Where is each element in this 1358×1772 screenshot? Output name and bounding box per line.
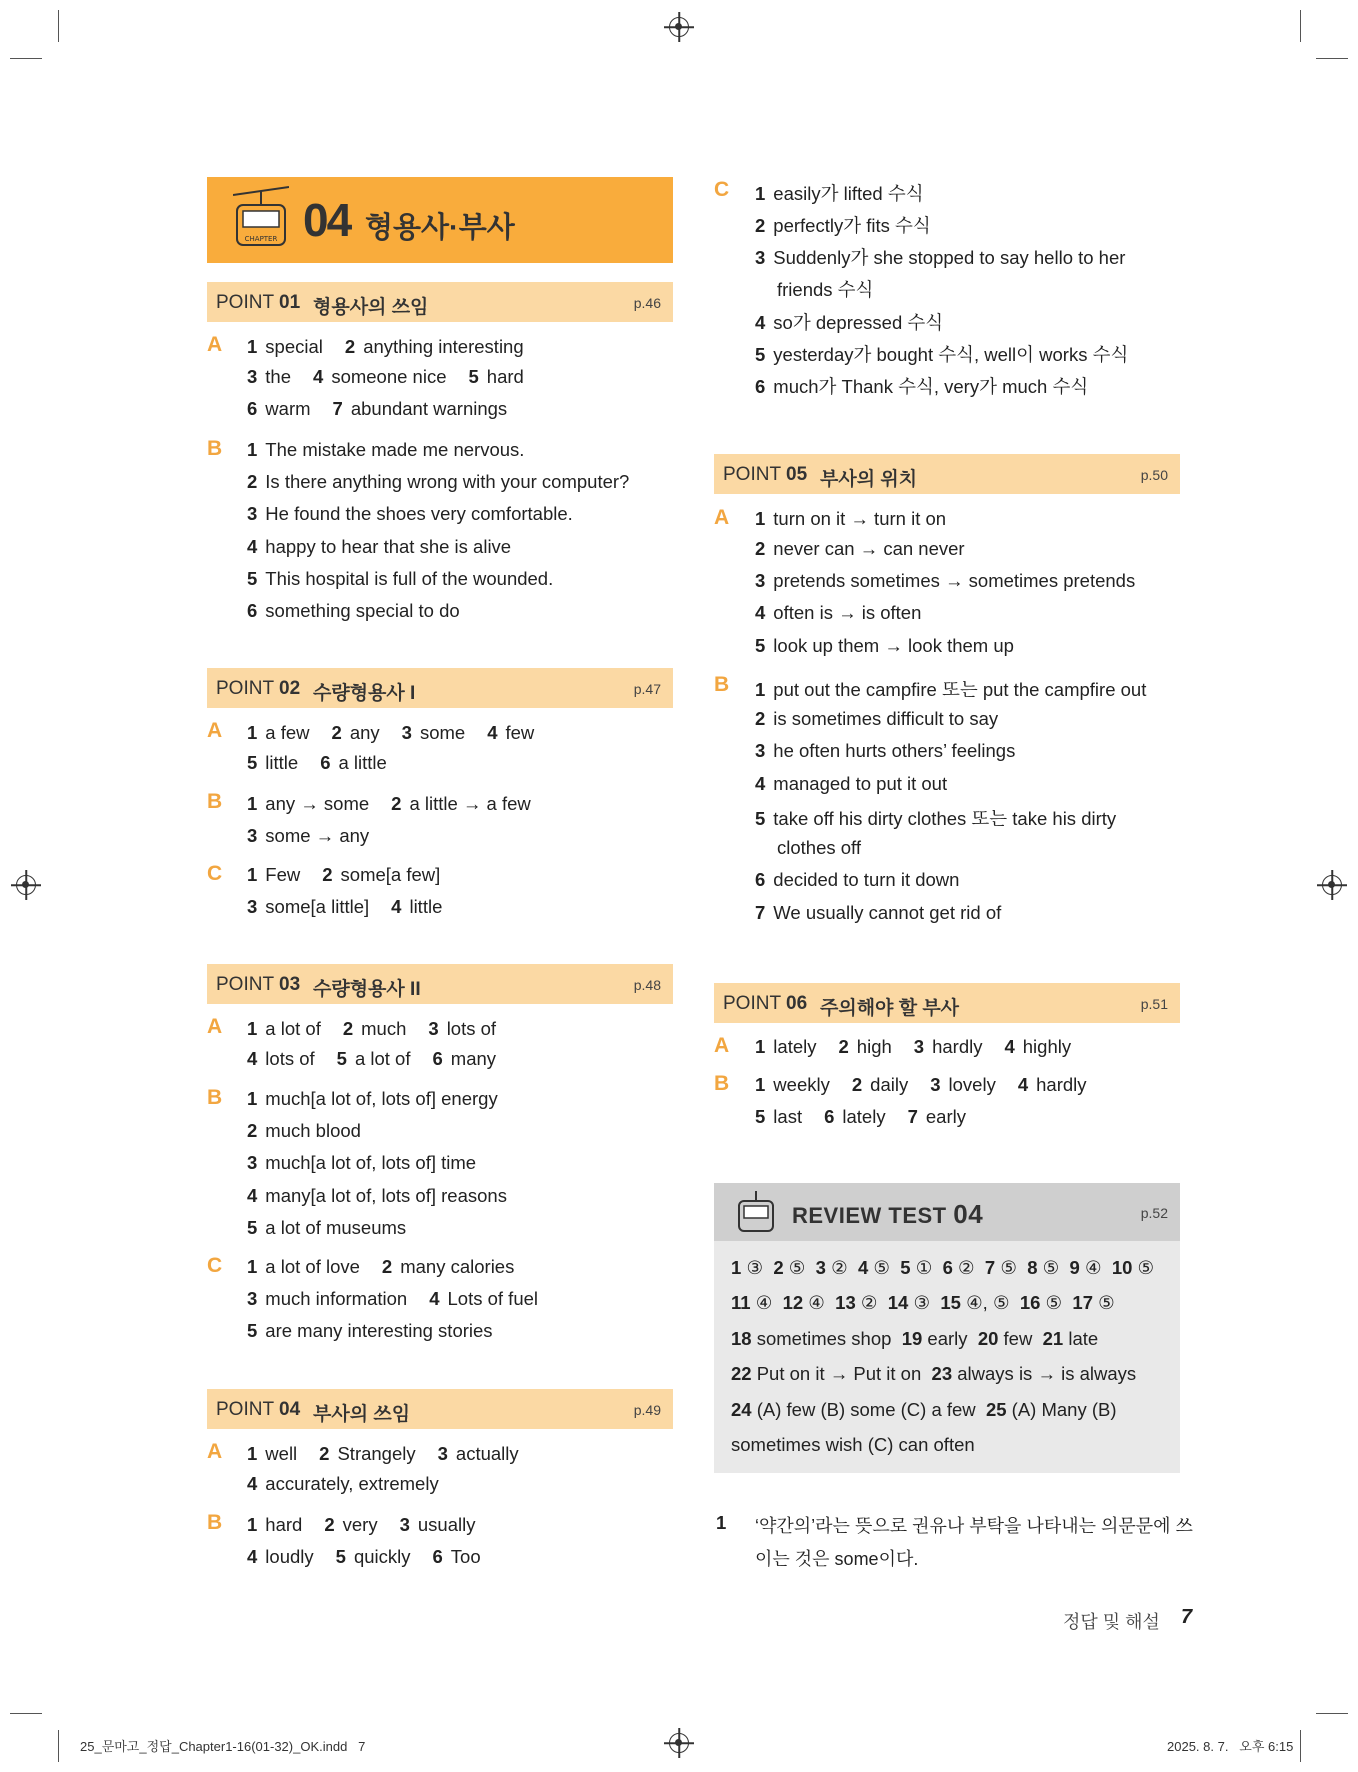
explanation-text: ‘약간의’라는 뜻으로 권유나 부탁을 나타내는 의문문에 쓰 bbox=[755, 1516, 1193, 1536]
answer-line: 3 much[a lot of, lots of] time bbox=[247, 1152, 477, 1173]
point-label: POINT bbox=[723, 993, 781, 1014]
review-answer-line: sometimes wish (C) can often bbox=[731, 1434, 975, 1455]
review-title: REVIEW TEST bbox=[792, 1203, 947, 1228]
answer-line: 1 any → some 2 a little → a few bbox=[247, 793, 531, 814]
answer-line: 5 a lot of museums bbox=[247, 1217, 407, 1238]
answer-line: 1 turn on it → turn it on bbox=[755, 508, 947, 529]
answer-line: 4 loudly 5 quickly 6 Too bbox=[247, 1546, 481, 1567]
answer-line: 6 something special to do bbox=[247, 600, 460, 621]
answer-line: 1 a lot of love 2 many calories bbox=[247, 1256, 515, 1277]
point-title: 부사의 쓰임 bbox=[313, 1404, 411, 1425]
answer-line: 4 many[a lot of, lots of] reasons bbox=[247, 1185, 507, 1206]
point-title: 형용사의 쓰임 bbox=[313, 297, 429, 318]
answer-line: 3 He found the shoes very comfortable. bbox=[247, 503, 573, 524]
section-letter: A bbox=[714, 506, 730, 529]
answer-line: 2 Is there anything wrong with your computer? bbox=[247, 471, 630, 492]
section-letter: A bbox=[207, 719, 223, 742]
answer-line: 5 last 6 lately 7 early bbox=[755, 1106, 966, 1127]
chapter-number: 04 bbox=[303, 194, 351, 246]
page-reference: p.47 bbox=[633, 681, 661, 697]
section-letter: C bbox=[714, 178, 730, 201]
section-letter: A bbox=[207, 1015, 223, 1038]
chapter-title: 형용사·부사 bbox=[365, 212, 515, 244]
page-reference: p.50 bbox=[1140, 467, 1168, 483]
page-reference: p.48 bbox=[633, 977, 661, 993]
point-label: POINT bbox=[216, 1399, 274, 1420]
answer-line: 6 much가 Thank 수식, very가 much 수식 bbox=[755, 376, 1089, 397]
review-answer-line: 24 (A) few (B) some (C) a few 25 (A) Many (B) bbox=[731, 1399, 1117, 1420]
answer-line: 2 perfectly가 fits 수식 bbox=[755, 215, 931, 236]
answer-line: 1 much[a lot of, lots of] energy bbox=[247, 1088, 498, 1109]
crop-mark bbox=[1316, 58, 1348, 59]
answer-line: 1 well 2 Strangely 3 actually bbox=[247, 1443, 519, 1464]
explanation-text: 이는 것은 some이다. bbox=[755, 1549, 919, 1569]
answer-line: clothes off bbox=[777, 837, 861, 858]
point-header bbox=[714, 454, 1180, 494]
review-answer-line: 18 sometimes shop 19 early 20 few 21 late bbox=[731, 1328, 1099, 1349]
answer-line: 4 managed to put it out bbox=[755, 773, 948, 794]
registration-mark-icon bbox=[1322, 875, 1342, 895]
cable-car-icon bbox=[233, 185, 289, 251]
crop-mark bbox=[1300, 1730, 1301, 1762]
point-header bbox=[714, 983, 1180, 1023]
point-number: 03 bbox=[279, 974, 301, 995]
section-letter: A bbox=[207, 333, 223, 356]
point-number: 02 bbox=[279, 678, 301, 699]
review-test-header bbox=[714, 1183, 1180, 1241]
section-letter: B bbox=[714, 673, 730, 696]
answer-line: 4 accurately, extremely bbox=[247, 1473, 439, 1494]
answer-line: 3 much information 4 Lots of fuel bbox=[247, 1288, 539, 1309]
section-letter: A bbox=[207, 1440, 223, 1463]
section-letter: B bbox=[207, 1086, 223, 1109]
chapter-header bbox=[207, 177, 673, 263]
crop-mark bbox=[58, 10, 59, 42]
section-letter: B bbox=[207, 437, 223, 460]
point-header bbox=[207, 1389, 673, 1429]
answer-line: 7 We usually cannot get rid of bbox=[755, 902, 1002, 923]
crop-mark bbox=[10, 58, 42, 59]
section-letter: B bbox=[207, 1511, 223, 1534]
answer-line: 3 the 4 someone nice 5 hard bbox=[247, 366, 524, 387]
point-label: POINT bbox=[723, 464, 781, 485]
answer-line: 5 little 6 a little bbox=[247, 752, 387, 773]
chapter-icon-label: CHAPTER bbox=[244, 235, 278, 243]
point-label: POINT bbox=[216, 678, 274, 699]
section-letter: C bbox=[207, 1254, 223, 1277]
point-number: 05 bbox=[786, 464, 808, 485]
answer-line: 5 are many interesting stories bbox=[247, 1320, 493, 1341]
answer-line: 2 is sometimes difficult to say bbox=[755, 708, 999, 729]
review-test-box bbox=[714, 1183, 1180, 1473]
answer-line: 1 hard 2 very 3 usually bbox=[247, 1514, 476, 1535]
answer-line: 1 a few 2 any 3 some 4 few bbox=[247, 722, 535, 743]
answer-line: 1 a lot of 2 much 3 lots of bbox=[247, 1018, 497, 1039]
slug-filename: 25_문마고_정답_Chapter1-16(01-32)_OK.indd 7 bbox=[80, 1739, 366, 1754]
answer-line: 4 often is → is often bbox=[755, 602, 922, 623]
review-answer-line: 11 ④ 12 ④ 13 ② 14 ③ 15 ④, ⑤ 16 ⑤ 17 ⑤ bbox=[731, 1292, 1115, 1313]
registration-mark-icon bbox=[669, 17, 689, 37]
answer-line: 4 lots of 5 a lot of 6 many bbox=[247, 1048, 497, 1069]
answer-line: 5 look up them → look them up bbox=[755, 635, 1014, 656]
point-title: 주의해야 할 부사 bbox=[820, 998, 960, 1019]
point-header bbox=[207, 668, 673, 708]
page-number: 7 bbox=[1181, 1606, 1193, 1628]
crop-mark bbox=[1316, 1713, 1348, 1714]
section-letter: B bbox=[714, 1072, 730, 1095]
answer-line: 6 warm 7 abundant warnings bbox=[247, 398, 508, 419]
explanation-number: 1 bbox=[716, 1512, 727, 1533]
slug-date: 2025. 8. 7. 오후 6:15 bbox=[1167, 1739, 1294, 1754]
section-letter: B bbox=[207, 790, 223, 813]
crop-mark bbox=[10, 1713, 42, 1714]
answer-line: 3 Suddenly가 she stopped to say hello to her bbox=[755, 247, 1126, 268]
page-reference: p.46 bbox=[633, 295, 661, 311]
answer-line: 1 weekly 2 daily 3 lovely 4 hardly bbox=[755, 1074, 1087, 1095]
answer-line: 1 put out the campfire 또는 put the campfire out bbox=[755, 679, 1147, 700]
page-reference: p.49 bbox=[633, 1402, 661, 1418]
point-number: 01 bbox=[279, 292, 301, 313]
registration-mark-icon bbox=[669, 1733, 689, 1753]
answer-line: 2 never can → can never bbox=[755, 538, 965, 559]
answer-line: 1 special 2 anything interesting bbox=[247, 336, 524, 357]
answer-line: 5 This hospital is full of the wounded. bbox=[247, 568, 554, 589]
footer-label: 정답 및 해설 bbox=[1063, 1612, 1160, 1632]
review-answer-line: 1 ③ 2 ⑤ 3 ② 4 ⑤ 5 ① 6 ② 7 ⑤ 8 ⑤ 9 ④ 10 ⑤ bbox=[731, 1257, 1155, 1278]
answer-line: 5 take off his dirty clothes 또는 take his dirty bbox=[755, 808, 1117, 829]
crop-mark bbox=[1300, 10, 1301, 42]
point-title: 수량형용사 II bbox=[313, 979, 421, 1000]
cable-car-icon bbox=[736, 1191, 776, 1235]
answer-line: 5 yesterday가 bought 수식, well이 works 수식 bbox=[755, 344, 1129, 365]
point-number: 04 bbox=[279, 1399, 301, 1420]
review-number: 04 bbox=[953, 1199, 984, 1229]
answer-line: 1 lately 2 high 3 hardly 4 highly bbox=[755, 1036, 1072, 1057]
answer-line: 1 easily가 lifted 수식 bbox=[755, 183, 924, 204]
crop-mark bbox=[58, 1730, 59, 1762]
answer-line: 2 much blood bbox=[247, 1120, 361, 1141]
point-title: 부사의 위치 bbox=[820, 469, 918, 490]
registration-mark-icon bbox=[16, 875, 36, 895]
answer-line: friends 수식 bbox=[777, 279, 874, 300]
point-header bbox=[207, 282, 673, 322]
answer-line: 3 pretends sometimes → sometimes pretends bbox=[755, 570, 1136, 591]
page-reference: p.52 bbox=[1140, 1205, 1168, 1221]
point-number: 06 bbox=[786, 993, 808, 1014]
review-answer-line: 22 Put on it → Put it on 23 always is → is always bbox=[731, 1363, 1137, 1384]
point-header bbox=[207, 964, 673, 1004]
answer-line: 1 The mistake made me nervous. bbox=[247, 439, 525, 460]
point-label: POINT bbox=[216, 974, 274, 995]
answer-line: 4 happy to hear that she is alive bbox=[247, 536, 512, 557]
answer-line: 3 some → any bbox=[247, 825, 370, 846]
point-label: POINT bbox=[216, 292, 274, 313]
section-letter: C bbox=[207, 862, 223, 885]
section-letter: A bbox=[714, 1034, 730, 1057]
answer-line: 1 Few 2 some[a few] bbox=[247, 864, 441, 885]
answer-line: 3 some[a little] 4 little bbox=[247, 896, 443, 917]
page-reference: p.51 bbox=[1140, 996, 1168, 1012]
answer-line: 4 so가 depressed 수식 bbox=[755, 312, 944, 333]
point-title: 수량형용사 I bbox=[313, 683, 416, 704]
answer-line: 3 he often hurts others’ feelings bbox=[755, 740, 1016, 761]
answer-line: 6 decided to turn it down bbox=[755, 869, 960, 890]
